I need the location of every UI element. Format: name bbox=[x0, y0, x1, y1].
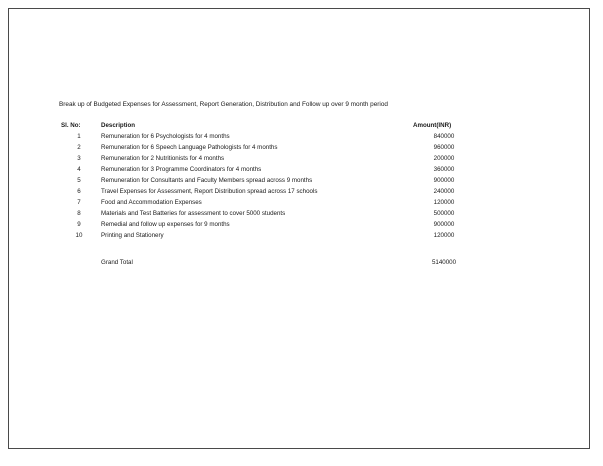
table-row bbox=[9, 221, 589, 231]
table-row bbox=[9, 133, 589, 143]
row-amount: 900000 bbox=[433, 221, 455, 228]
row-amount: 120000 bbox=[433, 232, 455, 239]
row-description: Materials and Test Batteries for assessment to cover 5000 students bbox=[101, 210, 286, 217]
document-page bbox=[8, 8, 590, 449]
row-sl-no: 9 bbox=[77, 221, 81, 228]
row-amount: 200000 bbox=[433, 155, 455, 162]
row-description: Remuneration for Consultants and Faculty Members spread across 9 months bbox=[101, 177, 313, 184]
row-amount: 240000 bbox=[433, 188, 455, 195]
document-heading: Break up of Budgeted Expenses for Assessment, Report Generation, Distribution and Follow up over 9 month period bbox=[59, 101, 388, 108]
table-row bbox=[9, 144, 589, 154]
row-sl-no: 10 bbox=[75, 232, 83, 239]
column-header-description: Description bbox=[101, 122, 136, 129]
column-header-amount: Amount(INR) bbox=[413, 122, 452, 129]
table-row bbox=[9, 177, 589, 187]
column-header-sl-no: Sl. No: bbox=[61, 122, 81, 129]
row-description: Remuneration for 2 Nutritionists for 4 months bbox=[101, 155, 225, 162]
row-description: Remuneration for 3 Programme Coordinators for 4 months bbox=[101, 166, 262, 173]
row-amount: 840000 bbox=[433, 133, 455, 140]
row-description: Remedial and follow up expenses for 9 months bbox=[101, 221, 230, 228]
row-sl-no: 6 bbox=[77, 188, 81, 195]
table-header bbox=[9, 122, 589, 132]
row-amount: 900000 bbox=[433, 177, 455, 184]
row-description: Travel Expenses for Assessment, Report Distribution spread across 17 schools bbox=[101, 188, 318, 195]
row-sl-no: 7 bbox=[77, 199, 81, 206]
row-sl-no: 4 bbox=[77, 166, 81, 173]
table-row bbox=[9, 232, 589, 242]
table-row bbox=[9, 166, 589, 176]
table-row bbox=[9, 155, 589, 165]
table-row bbox=[9, 199, 589, 209]
row-sl-no: 8 bbox=[77, 210, 81, 217]
row-sl-no: 5 bbox=[77, 177, 81, 184]
row-description: Remuneration for 6 Psychologists for 4 months bbox=[101, 133, 230, 140]
row-sl-no: 2 bbox=[77, 144, 81, 151]
row-amount: 960000 bbox=[433, 144, 455, 151]
row-amount: 500000 bbox=[433, 210, 455, 217]
row-sl-no: 3 bbox=[77, 155, 81, 162]
row-sl-no: 1 bbox=[77, 133, 81, 140]
row-description: Remuneration for 6 Speech Language Pathologists for 4 months bbox=[101, 144, 278, 151]
grand-total-row bbox=[9, 259, 589, 269]
row-amount: 360000 bbox=[433, 166, 455, 173]
table-row bbox=[9, 188, 589, 198]
row-description: Printing and Stationery bbox=[101, 232, 164, 239]
grand-total-amount: 5140000 bbox=[431, 259, 457, 266]
table-row bbox=[9, 210, 589, 220]
row-description: Food and Accommodation Expenses bbox=[101, 199, 202, 206]
row-amount: 120000 bbox=[433, 199, 455, 206]
grand-total-label: Grand Total bbox=[101, 259, 133, 266]
